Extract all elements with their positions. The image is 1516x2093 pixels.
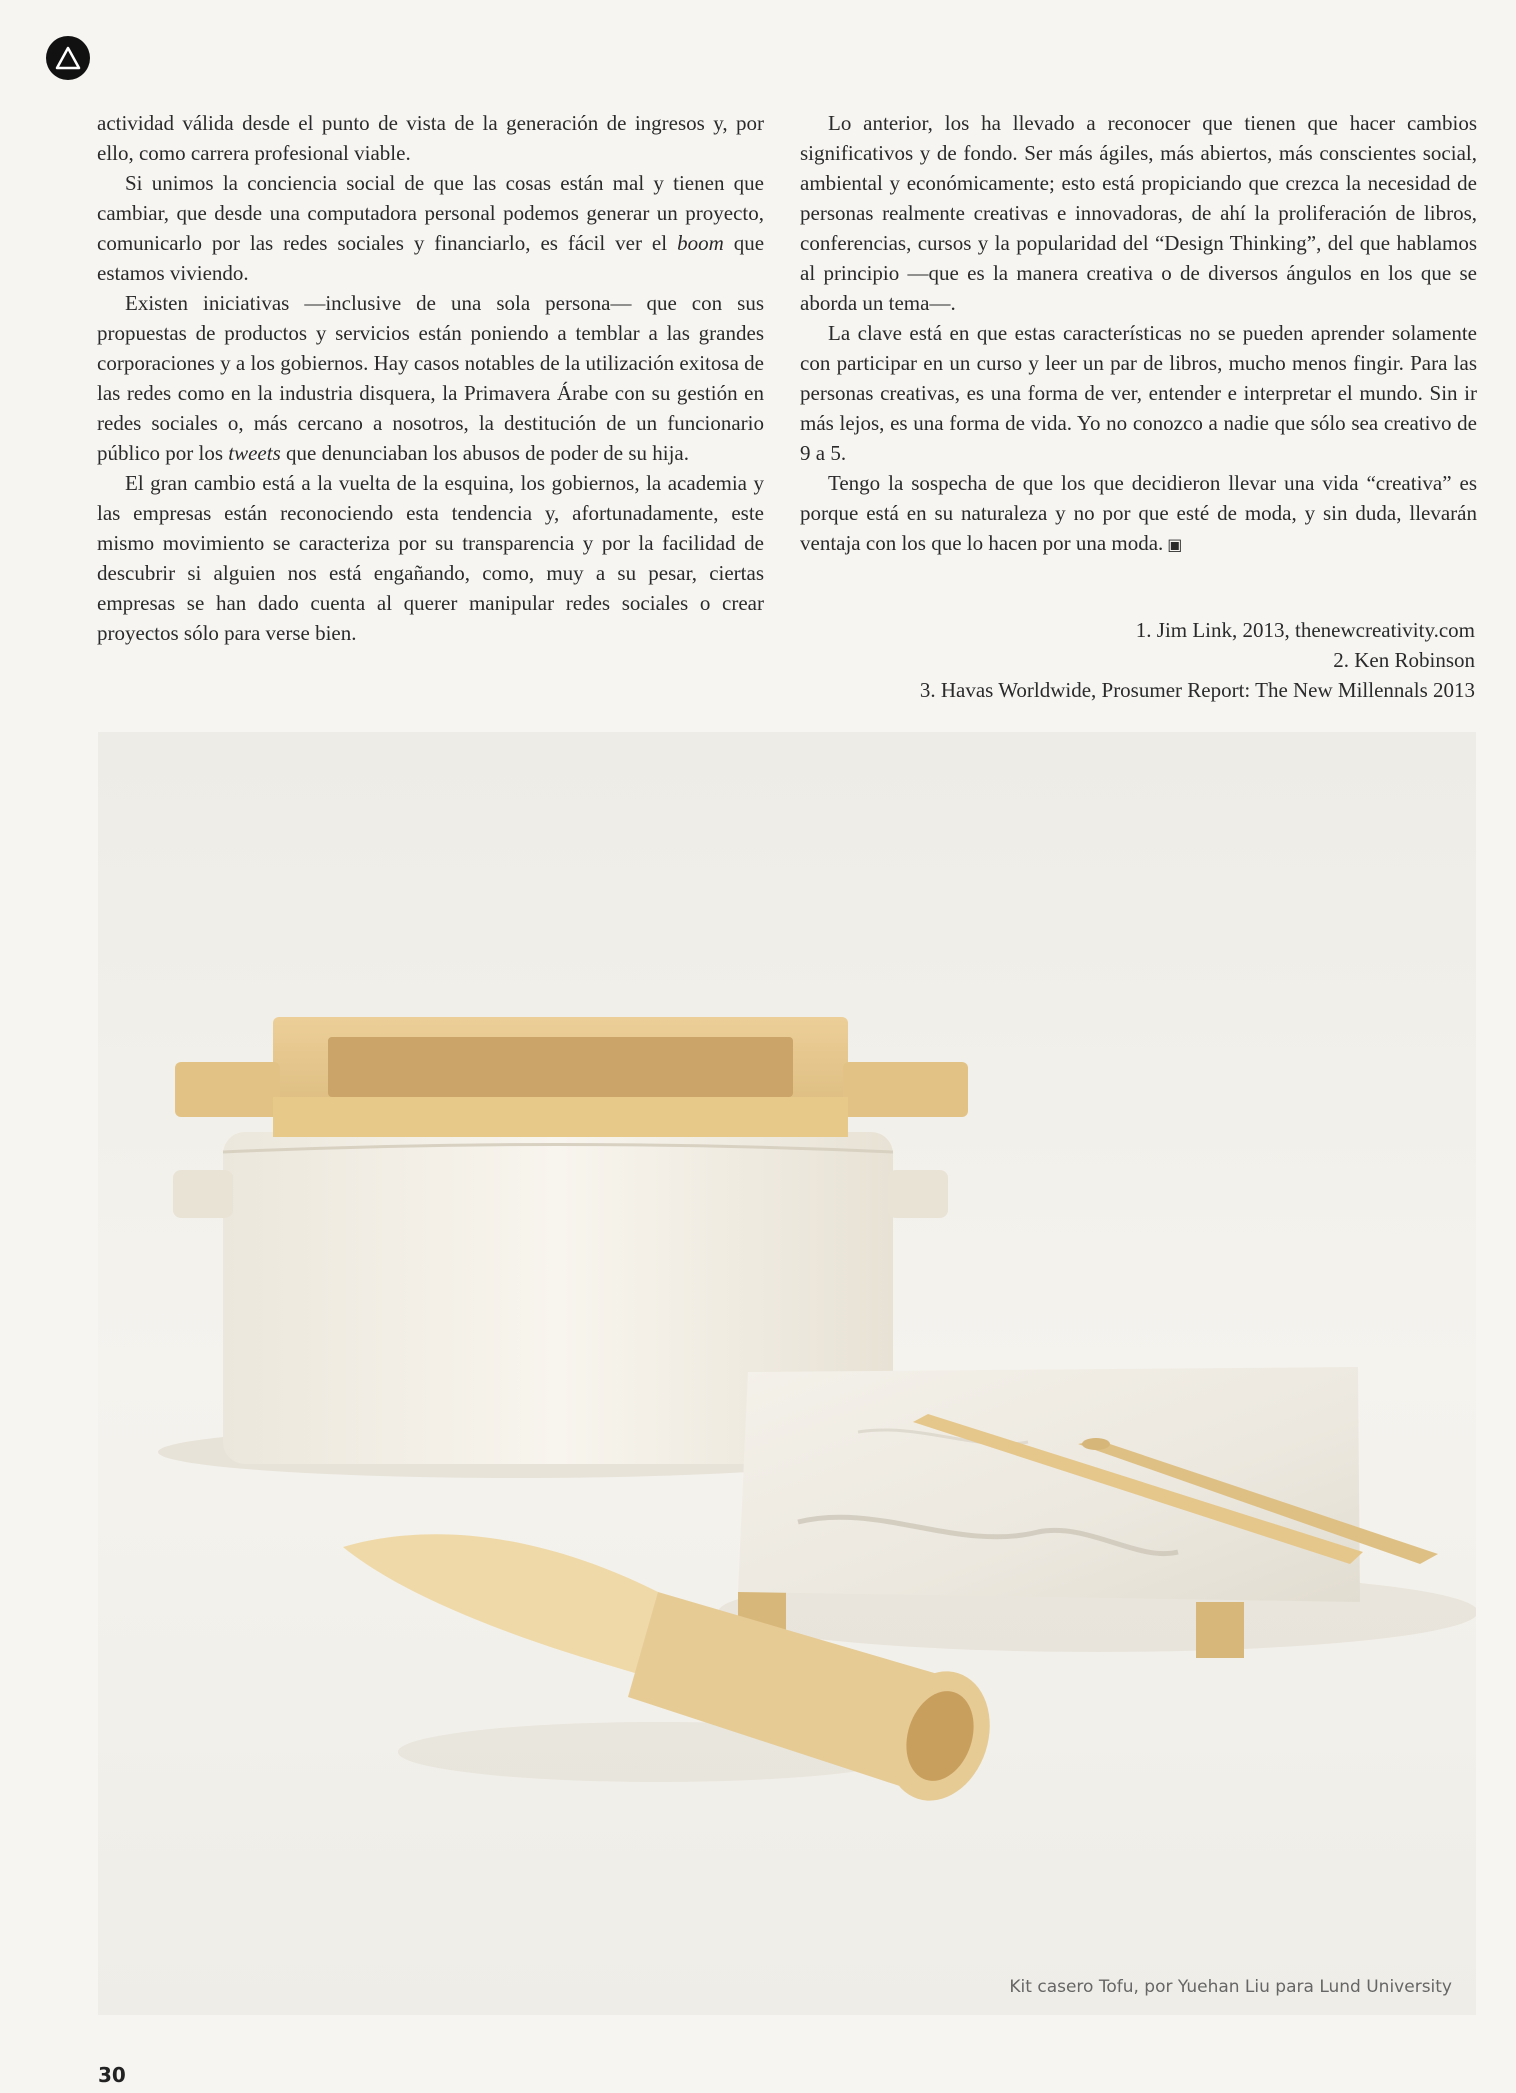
product-photo bbox=[98, 732, 1476, 2015]
paragraph: Existen iniciativas —inclusive de una sola persona— que con sus propuestas de productos y servicios están poniendo a temblar a las grandes corporaciones y a los gobiernos. Hay casos notables de la utilización exitosa de las redes como en la industria disquera, la Primavera Árabe con su gestión en redes sociales o, más cercano a nosotros, la destitución de un funcionario público por los tweets que denunciaban los abusos de poder de su hija. bbox=[97, 291, 764, 465]
paragraph: La clave está en que estas características no se pueden aprender solamente con participar en un curso y leer un par de libros, mucho menos fingir. Para las personas creativas, es una forma de ver, entender e interpretar el mundo. Sin ir más lejos, es una forma de vida. Yo no conozco a nadie que sólo sea creativo de 9 a 5. bbox=[800, 321, 1477, 465]
page-number: 30 bbox=[98, 2063, 126, 2087]
right-column bbox=[800, 108, 1477, 561]
footnotes bbox=[920, 615, 1475, 705]
photo-caption: Kit casero Tofu, por Yuehan Liu para Lund University bbox=[1009, 1977, 1452, 1997]
paragraph: El gran cambio está a la vuelta de la esquina, los gobiernos, la academia y las empresas están reconociendo esta tendencia y, afortunadamente, este mismo movimiento se caracteriza por su transparencia y por la facilidad de descubrir si alguien nos está engañando, como, muy a su pesar, ciertas empresas se han dado cuenta al querer manipular redes sociales o crear proyectos sólo para verse bien. bbox=[97, 471, 764, 645]
paragraph: Si unimos la conciencia social de que las cosas están mal y tienen que cambiar, que desde una computadora personal podemos generar un proyecto, comunicarlo por las redes sociales y financiarlo, es fácil ver el boom que estamos viviendo. bbox=[97, 171, 765, 285]
left-column bbox=[97, 108, 764, 648]
footnote: 3. Havas Worldwide, Prosumer Report: The New Millennals 2013 bbox=[919, 678, 1475, 702]
paragraph: actividad válida desde el punto de vista de la generación de ingresos y, por ello, como carrera profesional viable. bbox=[97, 111, 764, 165]
triangle-logo-icon bbox=[46, 36, 90, 80]
paragraph: Lo anterior, los ha llevado a reconocer que tienen que hacer cambios significativos y de fondo. Ser más ágiles, más abiertos, más conscientes social, ambiental y económicamente; esto está propiciando que crezca la necesidad de personas realmente creativas e innovadoras, de ahí la proliferación de libros, conferencias, cursos y la popularidad del “Design Thinking”, del que hablamos al principio —que es la manera creativa o de diversos ángulos en los que se aborda un tema—. bbox=[800, 111, 1477, 315]
footnote: 1. Jim Link, 2013, thenewcreativity.com bbox=[1135, 618, 1475, 642]
end-mark-icon: ▣ bbox=[1167, 537, 1183, 554]
footnote: 2. Ken Robinson bbox=[1333, 648, 1475, 672]
paragraph: Tengo la sospecha de que los que decidieron llevar una vida “creativa” es porque está en su naturaleza y no por que esté de moda, y sin duda, llevarán ventaja con los que lo hacen por una moda. ▣ bbox=[800, 471, 1477, 555]
